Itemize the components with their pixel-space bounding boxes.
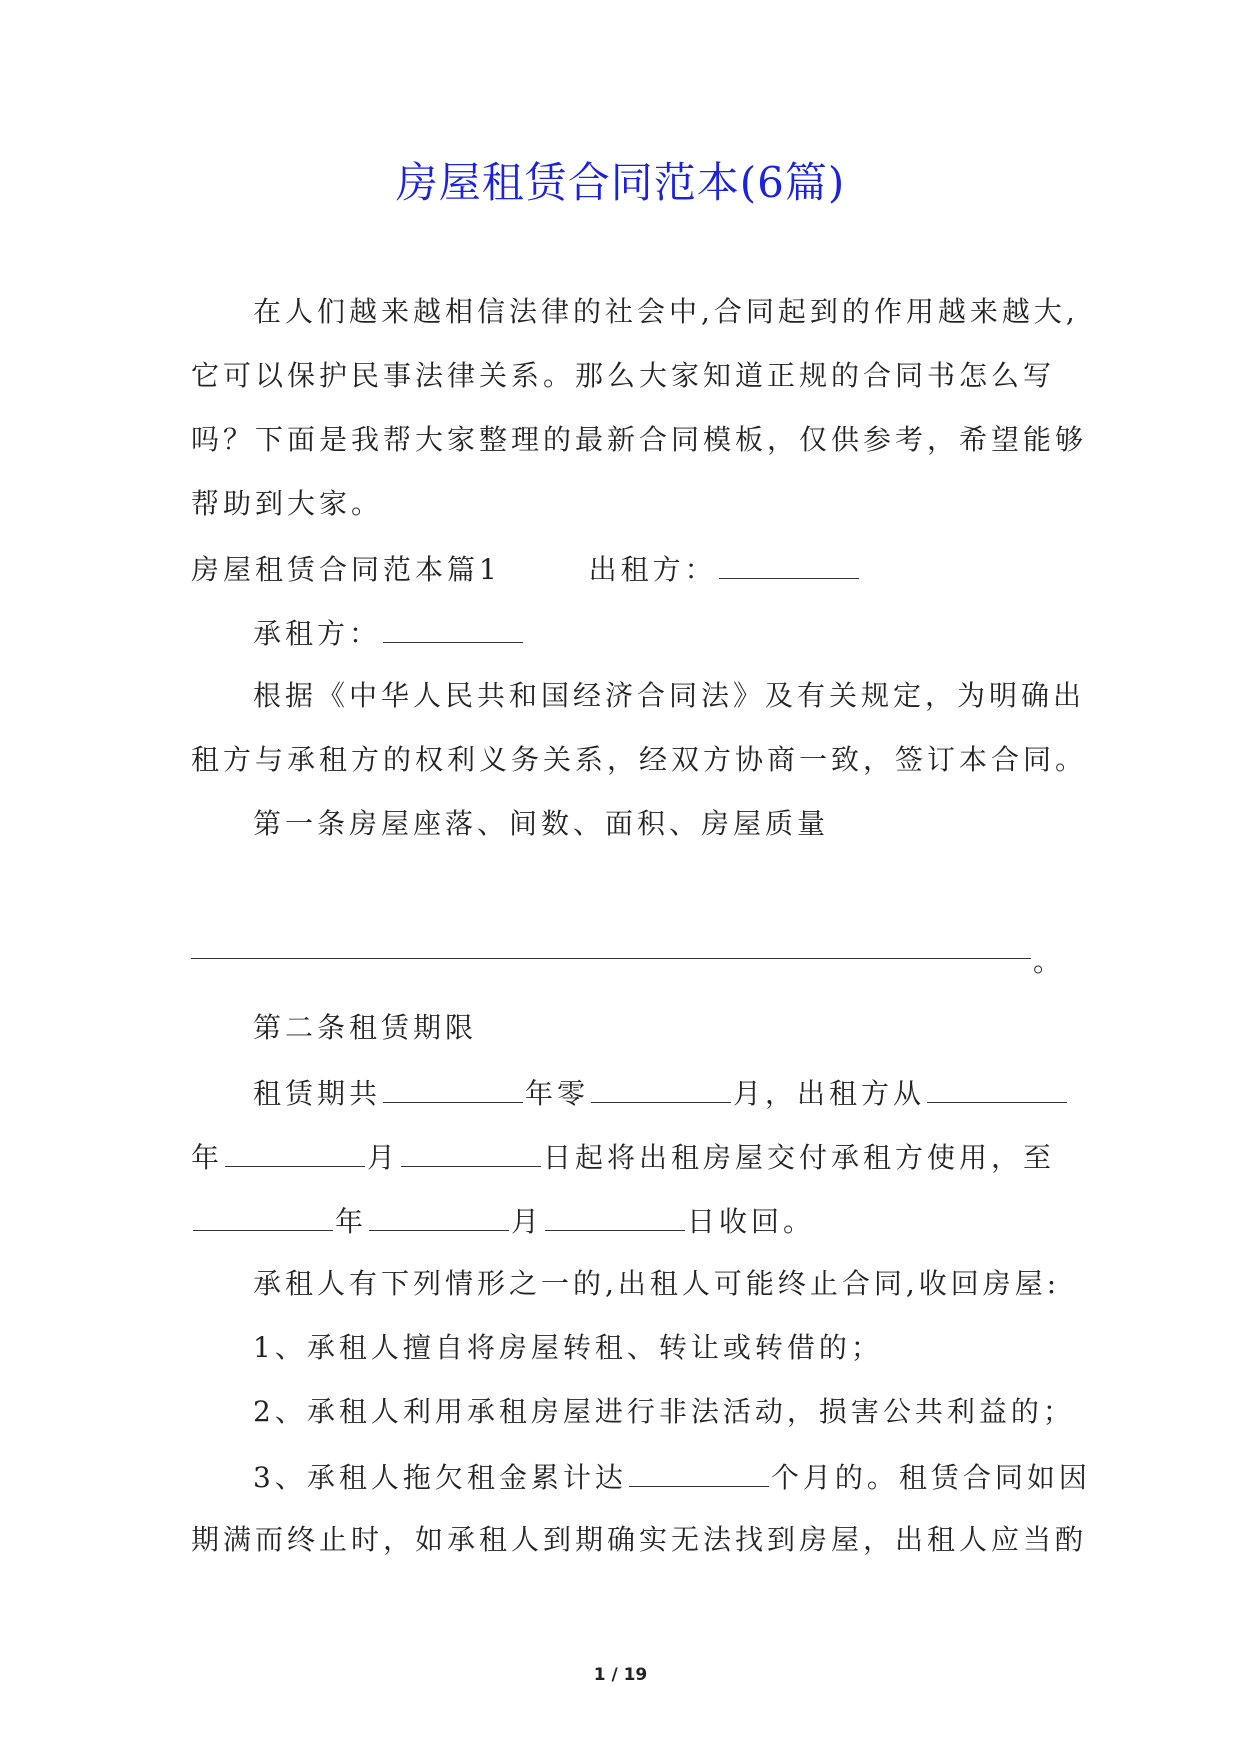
term-text: 年	[191, 1141, 224, 1174]
term-text: 日收回。	[687, 1205, 816, 1238]
months-blank	[591, 1072, 731, 1103]
term-line	[191, 1200, 815, 1242]
condition-item: 1、承租人擅自将房屋转租、转让或转借的；	[253, 1331, 883, 1364]
start-year-blank	[927, 1072, 1067, 1103]
end-year-blank	[193, 1200, 333, 1231]
term-text: 年零	[525, 1077, 590, 1110]
contract-heading-line	[191, 548, 861, 590]
condition-item: 2、承租人利用承租房屋进行非法活动，损害公共利益的；	[253, 1395, 1075, 1428]
condition-text: 个月的。租赁合同如因	[770, 1461, 1091, 1494]
article-1-heading: 第一条房屋座落、间数、面积、房屋质量	[253, 807, 830, 840]
lessee-line	[253, 612, 525, 654]
term-text: 月，出租方从	[733, 1077, 926, 1110]
lessor-blank	[719, 548, 859, 579]
end-day-blank	[545, 1200, 685, 1231]
months-arrears-blank	[629, 1456, 769, 1487]
termination-intro: 承租人有下列情形之一的,出租人可能终止合同,收回房屋:	[253, 1267, 1061, 1300]
condition-item	[253, 1456, 1091, 1498]
intro-line: 在人们越来越相信法律的社会中,合同起到的作用越来越大,	[253, 295, 1079, 328]
basis-line: 根据《中华人民共和国经济合同法》及有关规定，为明确出	[253, 679, 1086, 712]
term-text: 年	[335, 1205, 368, 1238]
lessee-label: 承租方：	[253, 617, 382, 650]
term-text: 月	[367, 1141, 400, 1174]
period-mark: 。	[1033, 945, 1066, 978]
fill-in-line	[191, 958, 1031, 959]
term-text: 租赁期共	[253, 1077, 382, 1110]
lessee-blank	[383, 612, 523, 643]
article-2-heading: 第二条租赁期限	[253, 1011, 478, 1044]
basis-line: 租方与承租方的权利义务关系，经双方协商一致，签订本合同。	[191, 743, 1088, 776]
intro-line: 帮助到大家。	[191, 487, 384, 520]
condition-text: 3、承租人拖欠租金累计达	[253, 1461, 627, 1494]
section-heading: 房屋租赁合同范本篇1	[191, 553, 501, 586]
end-month-blank	[369, 1200, 509, 1231]
term-text: 日起将出租房屋交付承租方使用，至	[543, 1141, 1056, 1174]
intro-line: 它可以保护民事法律关系。那么大家知道正规的合同书怎么写	[191, 359, 1056, 392]
start-day-blank	[401, 1136, 541, 1167]
term-line	[253, 1072, 1069, 1114]
condition-continuation: 期满而终止时，如承租人到期确实无法找到房屋，出租人应当酌	[191, 1523, 1088, 1556]
lessor-label: 出租方：	[588, 553, 717, 586]
term-text: 月	[511, 1205, 544, 1238]
start-month-blank	[225, 1136, 365, 1167]
document-title: 房屋租赁合同范本(6篇)	[395, 158, 846, 207]
page-number: 1 / 19	[593, 1665, 648, 1685]
years-blank	[383, 1072, 523, 1103]
intro-line: 吗？下面是我帮大家整理的最新合同模板，仅供参考，希望能够	[191, 423, 1088, 456]
term-line	[191, 1136, 1055, 1178]
